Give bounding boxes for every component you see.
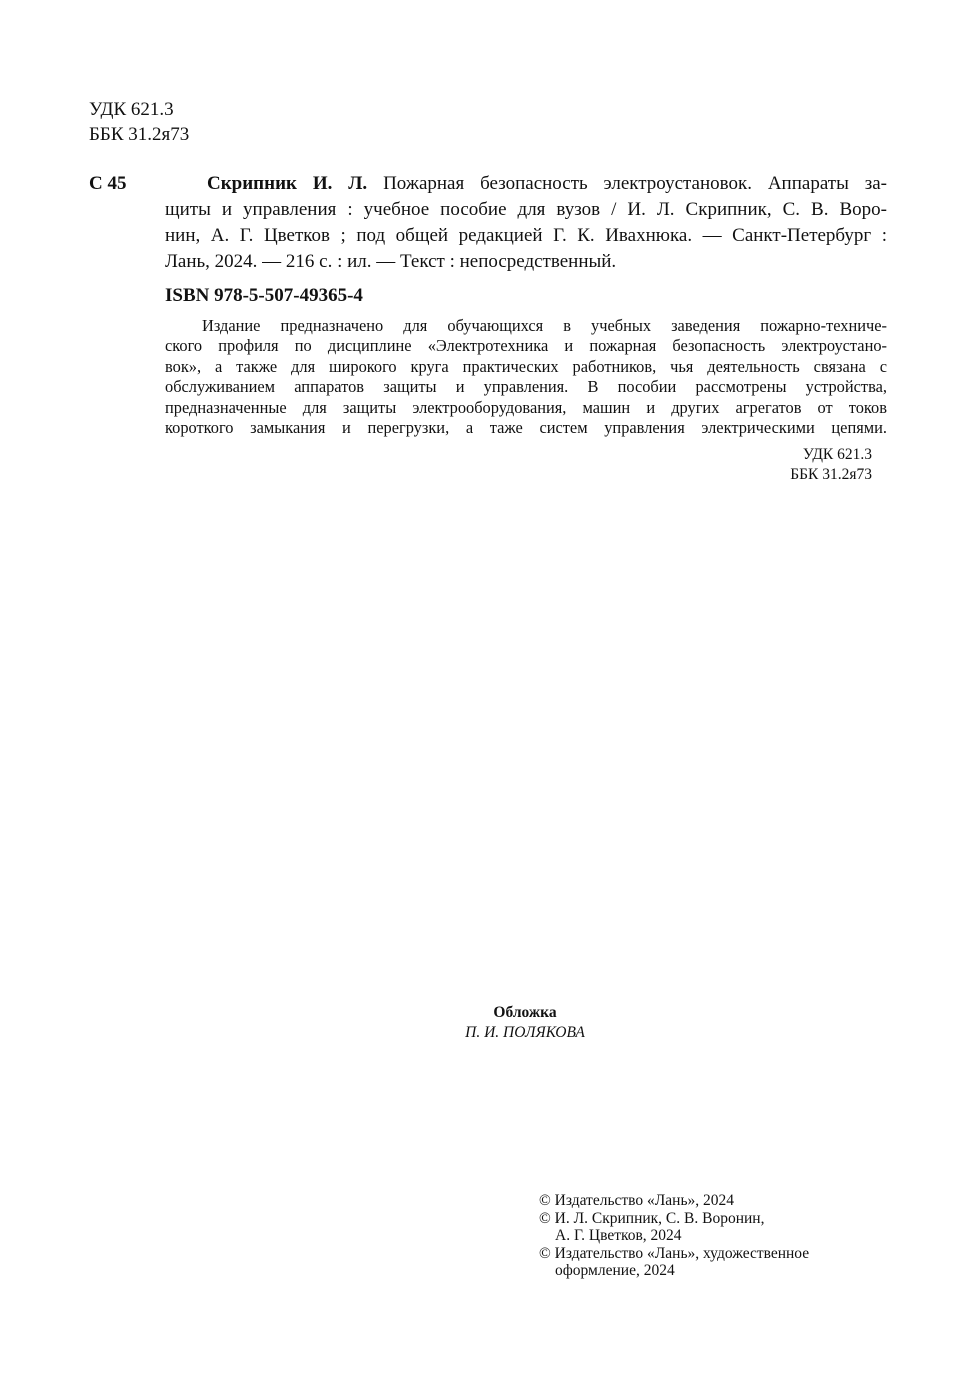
annotation-line: предназначенные для защиты электрооборудования, машин и других агрегатов от токов	[165, 397, 887, 417]
annotation-line: ского профиля по дисциплине «Электротехника и пожарная безопасность электроустано-	[165, 336, 887, 356]
copyright-line: © Издательство «Лань», художественное	[539, 1244, 810, 1262]
isbn: ISBN 978-5-507-49365-4	[165, 285, 363, 306]
annotation-line: обслуживанием аппаратов защиты и управления. В пособии рассмотрены устройства,	[165, 377, 887, 397]
author-mark: С 45	[89, 173, 127, 194]
bbk-code: ББК 31.2я73	[790, 466, 872, 483]
annotation-line: короткого замыкания и перегрузки, а таже систем управления электрическими цепями.	[165, 418, 887, 438]
copyright-block	[539, 1192, 809, 1280]
biblio-line: щиты и управления : учебное пособие для вузов / И. Л. Скрипник, С. В. Воро-	[165, 199, 887, 220]
top-classification	[89, 97, 189, 147]
bbk-code: ББК 31.2я73	[89, 124, 190, 145]
udk-code: УДК 621.3	[89, 99, 174, 120]
biblio-line	[165, 171, 887, 197]
annotation-line: Издание предназначено для обучающихся в учебных заведения пожарно-техниче-	[202, 316, 887, 335]
copyright-line: © Издательство «Лань», 2024	[539, 1192, 735, 1209]
udk-code: УДК 621.3	[802, 446, 872, 463]
annotation	[165, 316, 887, 438]
annotation-line: вок», а также для широкого круга практических работников, чья деятельность связана с	[165, 356, 887, 376]
right-classification	[790, 445, 872, 485]
cover-label: Обложка	[493, 1004, 557, 1021]
biblio-line: нин, А. Г. Цветков ; под общей редакцией Г. К. Ивахнюка. — Санкт-Петербург :	[165, 225, 887, 246]
cover-designer: П. И. ПОЛЯКОВА	[465, 1024, 585, 1041]
copyright-line: оформление, 2024	[555, 1262, 675, 1279]
copyright-line: © И. Л. Скрипник, С. В. Воронин,	[539, 1209, 765, 1227]
bibliographic-record	[165, 171, 887, 275]
copyright-line: А. Г. Цветков, 2024	[555, 1227, 682, 1244]
cover-credit	[0, 1003, 976, 1043]
biblio-line-text: Пожарная безопасность электроустановок. Аппараты за-	[383, 173, 887, 194]
biblio-line: Лань, 2024. — 216 с. : ил. — Текст : непосредственный.	[165, 251, 617, 272]
author-name: Скрипник И. Л.	[207, 173, 368, 194]
